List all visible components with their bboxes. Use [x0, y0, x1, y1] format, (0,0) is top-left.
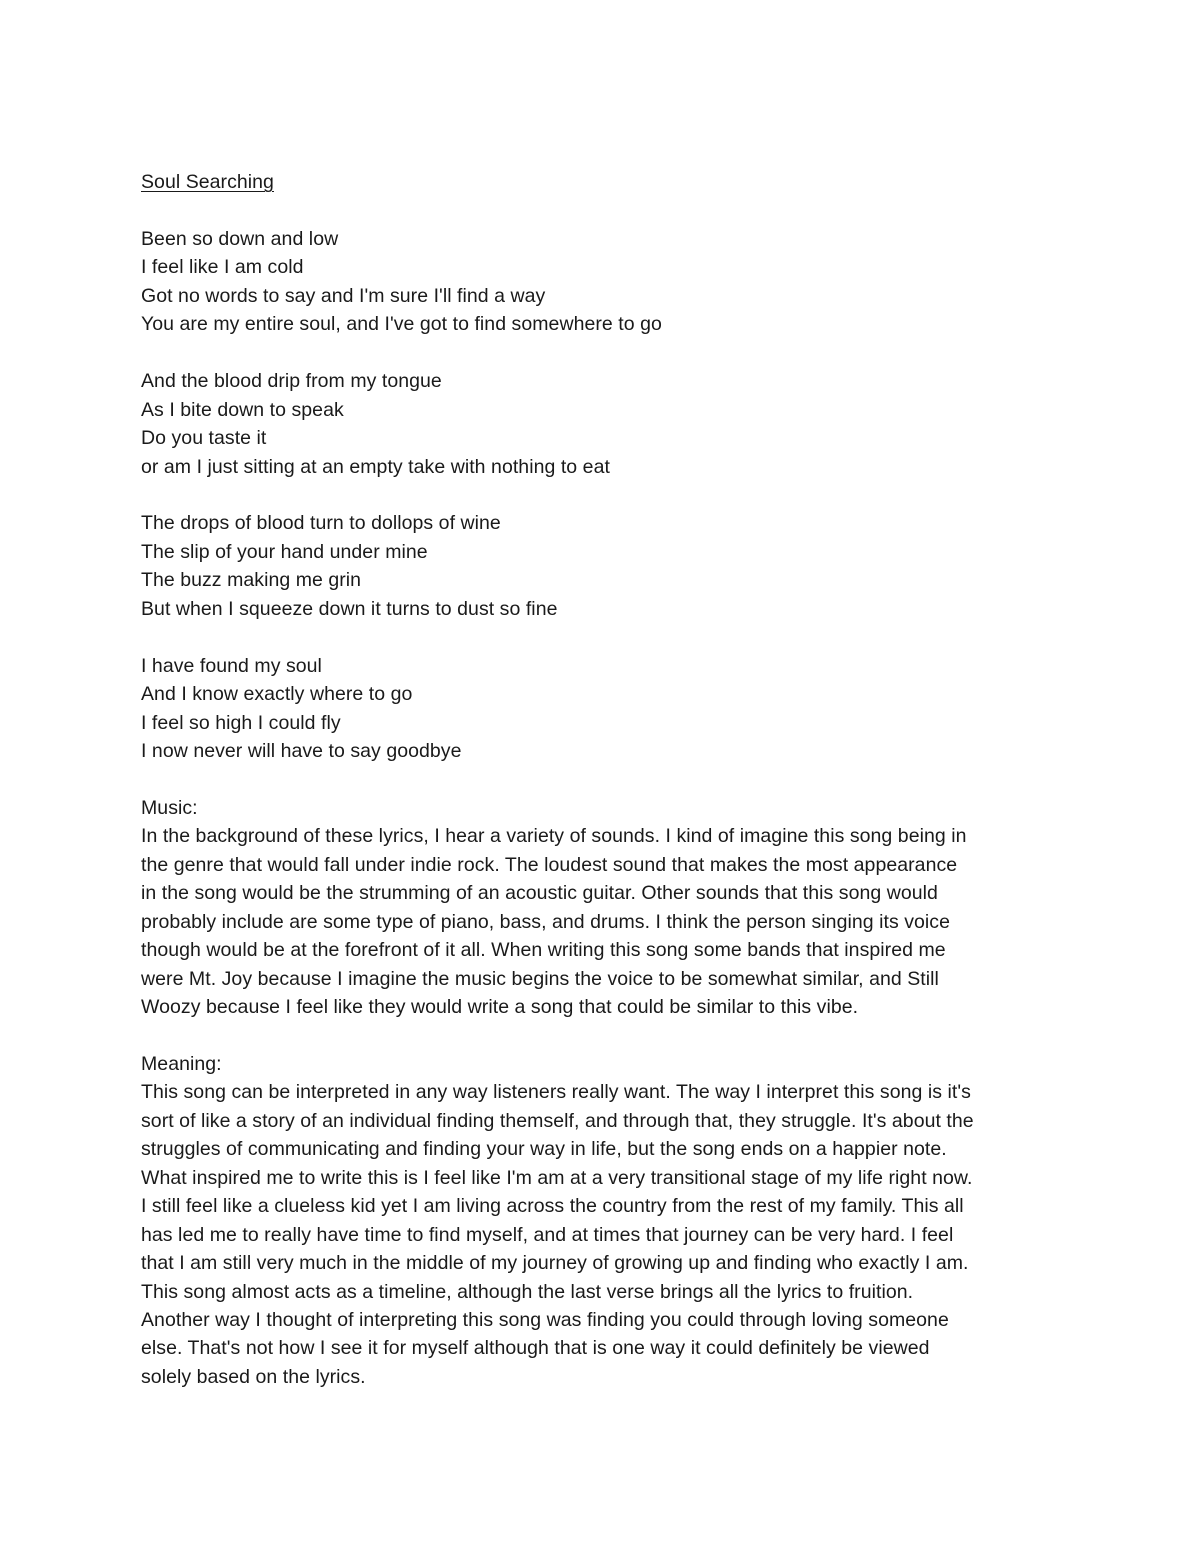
lyric-line: I feel so high I could fly [141, 711, 341, 734]
lyric-line: And I know exactly where to go [141, 683, 413, 706]
lyric-line: The slip of your hand under mine [141, 540, 428, 563]
verse-1 [141, 225, 1071, 339]
meaning-paragraph-line: This song almost acts as a timeline, although the last verse brings all the lyrics to fruition. [141, 1280, 914, 1303]
meaning-paragraph-line: I still feel like a clueless kid yet I am living across the country from the rest of my family. This all [141, 1195, 964, 1218]
meaning-paragraph-line: What inspired me to write this is I feel like I'm am at a very transitional stage of my life right now. [141, 1166, 973, 1189]
lyric-line: Been so down and low [141, 227, 339, 250]
music-paragraph-line: were Mt. Joy because I imagine the music begins the voice to be somewhat similar, and Still [141, 967, 939, 990]
music-paragraph-line: Woozy because I feel like they would write a song that could be similar to this vibe. [141, 996, 859, 1019]
lyric-line: I feel like I am cold [141, 256, 304, 279]
lyric-line: And the blood drip from my tongue [141, 370, 442, 393]
document-page [141, 168, 1071, 1391]
lyric-line: I have found my soul [141, 654, 322, 677]
lyric-line: Got no words to say and I'm sure I'll find a way [141, 284, 546, 307]
lyric-line: Do you taste it [141, 427, 267, 450]
lyric-line: As I bite down to speak [141, 398, 344, 421]
spacer [141, 196, 1071, 224]
meaning-section [141, 1050, 1071, 1391]
lyric-line: I now never will have to say goodbye [141, 740, 462, 762]
spacer [141, 765, 1071, 793]
music-section [141, 794, 1071, 1022]
music-paragraph-line: probably include are some type of piano, bass, and drums. I think the person singing its voice [141, 910, 950, 933]
music-paragraph-line: In the background of these lyrics, I hear a variety of sounds. I kind of imagine this song being in [141, 825, 967, 848]
meaning-paragraph-line: Another way I thought of interpreting this song was finding you could through loving someone [141, 1309, 949, 1332]
meaning-paragraph-line: that I am still very much in the middle of my journey of growing up and finding who exactly I am. [141, 1252, 969, 1275]
spacer [141, 1022, 1071, 1050]
lyric-line: But when I squeeze down it turns to dust so fine [141, 597, 558, 620]
music-paragraph-line: the genre that would fall under indie rock. The loudest sound that makes the most appearance [141, 853, 958, 876]
meaning-paragraph-line: has led me to really have time to find myself, and at times that journey can be very hard. I feel [141, 1223, 954, 1246]
music-paragraph-line: in the song would be the strumming of an acoustic guitar. Other sounds that this song would [141, 882, 938, 905]
meaning-heading: Meaning: [141, 1052, 222, 1075]
lyric-line: You are my entire soul, and I've got to find somewhere to go [141, 313, 662, 336]
meaning-paragraph-line: This song can be interpreted in any way listeners really want. The way I interpret this song is it's [141, 1081, 971, 1104]
meaning-paragraph-line: solely based on the lyrics. [141, 1365, 366, 1388]
music-heading: Music: [141, 796, 198, 819]
lyric-line: or am I just sitting at an empty take with nothing to eat [141, 455, 610, 478]
spacer [141, 623, 1071, 651]
spacer [141, 481, 1071, 509]
verse-4 [141, 652, 1071, 766]
lyric-line: The buzz making me grin [141, 569, 362, 592]
meaning-paragraph-line: sort of like a story of an individual finding themself, and through that, they struggle. It's about the [141, 1109, 974, 1132]
document-title: Soul Searching [141, 171, 274, 193]
music-paragraph-line: though would be at the forefront of it all. When writing this song some bands that inspired me [141, 939, 946, 962]
verse-2 [141, 367, 1071, 481]
spacer [141, 339, 1071, 367]
lyric-line: The drops of blood turn to dollops of wine [141, 512, 501, 535]
verse-3 [141, 509, 1071, 623]
meaning-paragraph-line: else. That's not how I see it for myself although that is one way it could definitely be viewed [141, 1337, 930, 1360]
meaning-paragraph-line: struggles of communicating and finding your way in life, but the song ends on a happier note. [141, 1138, 947, 1161]
